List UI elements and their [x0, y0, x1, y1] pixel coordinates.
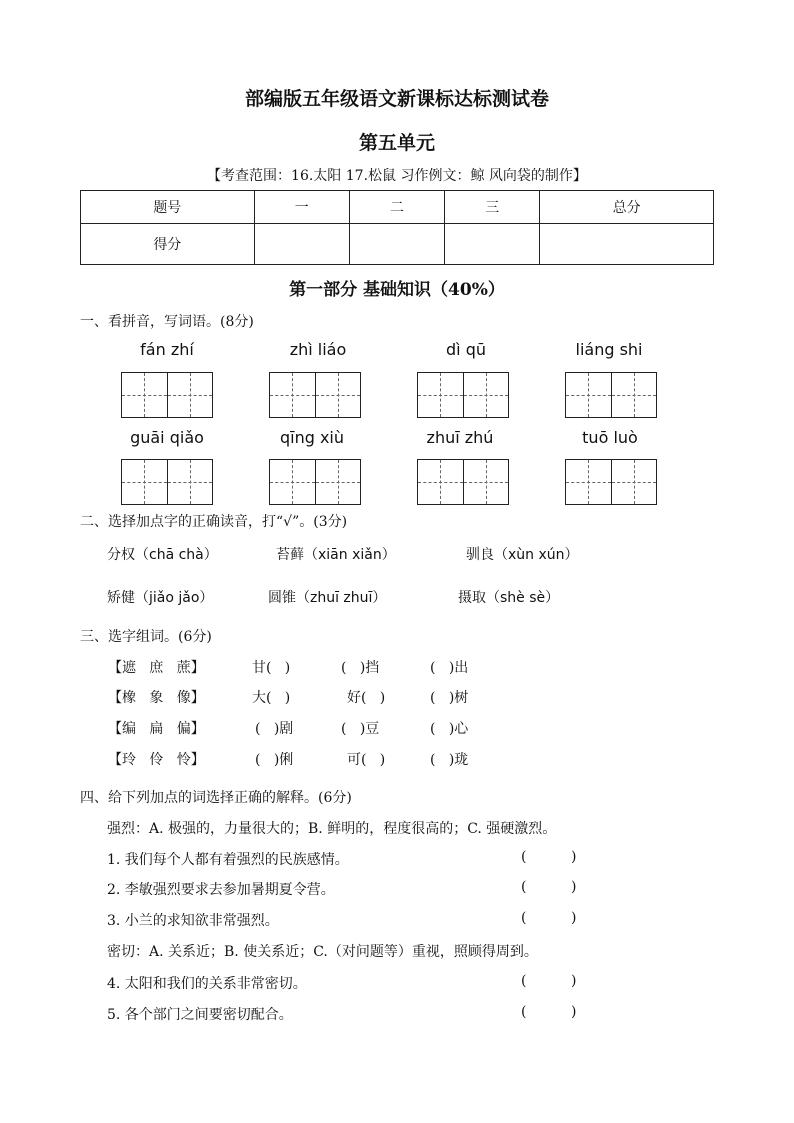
pinyin-label: guāi qiǎo	[130, 428, 204, 447]
question-2-title: 二、选择加点字的正确读音，打“√”。(3分)	[80, 514, 348, 530]
reading-option[interactable]	[458, 587, 559, 607]
score-input-cell[interactable]	[254, 224, 349, 265]
sentence: 4. 太阳和我们的关系非常密切。	[107, 976, 307, 992]
answer-blank[interactable]: ( )	[521, 849, 577, 865]
option-word: 苔藓	[276, 547, 304, 563]
reading-option[interactable]	[107, 544, 218, 564]
score-table	[80, 190, 714, 265]
fill-blank[interactable]: ( )树	[430, 690, 469, 706]
reading-option[interactable]	[466, 544, 579, 564]
fill-blank[interactable]: ( )豆	[341, 721, 380, 737]
question-3-title: 三、选字组词。(6分)	[80, 629, 212, 645]
writing-grid[interactable]	[417, 459, 509, 505]
option-pinyin: （chā chà）	[135, 547, 218, 563]
unit-title: 第五单元	[358, 132, 435, 154]
pinyin-label: liáng shi	[575, 340, 643, 359]
writing-grid[interactable]	[269, 459, 361, 505]
fill-blank[interactable]: ( )珑	[430, 752, 469, 768]
option-word: 矫健	[107, 590, 135, 606]
answer-blank[interactable]: ( )	[521, 879, 577, 895]
fill-blank[interactable]: ( )出	[430, 660, 469, 676]
writing-grid[interactable]	[121, 459, 213, 505]
part-one-title: 第一部分 基础知识（40%）	[289, 280, 505, 300]
option-pinyin: （zhuī zhuī）	[296, 590, 387, 606]
pinyin-label: zhuī zhú	[426, 428, 494, 447]
pinyin-label: qīng xiù	[279, 428, 345, 447]
pinyin-label: fán zhí	[140, 340, 194, 359]
fill-blank[interactable]: ( )挡	[341, 660, 380, 676]
option-pinyin: （shè sè）	[486, 590, 560, 606]
definition-line: 强烈：A. 极强的，力量很大的；B. 鲜明的，程度很高的；C. 强硬激烈。	[107, 821, 557, 837]
writing-grid[interactable]	[565, 459, 657, 505]
option-pinyin: （jiǎo jǎo）	[135, 590, 214, 606]
reading-option[interactable]	[268, 587, 386, 607]
writing-grid[interactable]	[565, 372, 657, 418]
writing-grid[interactable]	[269, 372, 361, 418]
char-group: 【遮 庶 蔗】	[108, 660, 205, 676]
reading-option[interactable]	[107, 587, 213, 607]
reading-option[interactable]	[276, 544, 396, 564]
answer-blank[interactable]: ( )	[521, 1004, 577, 1020]
fill-blank[interactable]: 好( )	[347, 690, 386, 706]
score-cell: 得分	[81, 224, 255, 265]
fill-blank[interactable]: ( )俐	[255, 752, 294, 768]
score-cell: 三	[445, 191, 540, 224]
score-table-score-row	[81, 224, 714, 265]
option-word: 驯良	[466, 547, 494, 563]
score-input-cell[interactable]	[540, 224, 714, 265]
answer-blank[interactable]: ( )	[521, 973, 577, 989]
answer-blank[interactable]: ( )	[521, 910, 577, 926]
fill-blank[interactable]: ( )剧	[255, 721, 294, 737]
pinyin-label: dì qū	[446, 340, 486, 359]
char-group: 【玲 伶 怜】	[108, 752, 205, 768]
sentence: 1. 我们每个人都有着强烈的民族感情。	[107, 852, 349, 868]
sentence: 5. 各个部门之间要密切配合。	[107, 1007, 293, 1023]
score-cell: 题号	[81, 191, 255, 224]
writing-grid[interactable]	[121, 372, 213, 418]
sentence: 3. 小兰的求知欲非常强烈。	[107, 913, 279, 929]
char-group: 【橡 象 像】	[108, 690, 205, 706]
fill-blank[interactable]: 可( )	[347, 752, 386, 768]
option-pinyin: （xiān xiǎn）	[304, 547, 396, 563]
pinyin-label: tuō luò	[582, 428, 638, 447]
question-4-title: 四、给下列加点的词选择正确的解释。(6分)	[80, 790, 352, 806]
writing-grid[interactable]	[417, 372, 509, 418]
exam-scope: 【考查范围：16.太阳 17.松鼠 习作例文：鲸 风向袋的制作】	[207, 168, 587, 184]
score-cell: 总分	[540, 191, 714, 224]
fill-blank[interactable]: ( )心	[430, 721, 469, 737]
option-word: 分权	[107, 547, 135, 563]
score-input-cell[interactable]	[349, 224, 444, 265]
question-1-title: 一、看拼音，写词语。(8分)	[80, 314, 254, 330]
fill-blank[interactable]: 甘( )	[252, 660, 291, 676]
page-title: 部编版五年级语文新课标达标测试卷	[244, 88, 549, 110]
definition-line: 密切：A. 关系近；B. 使关系近；C.（对问题等）重视，照顾得周到。	[107, 944, 538, 960]
score-cell: 二	[349, 191, 444, 224]
sentence: 2. 李敏强烈要求去参加暑期夏令营。	[107, 882, 335, 898]
option-word: 圆锥	[268, 590, 296, 606]
option-pinyin: （xùn xún）	[494, 547, 579, 563]
score-cell: 一	[254, 191, 349, 224]
char-group: 【编 扁 偏】	[108, 721, 205, 737]
score-input-cell[interactable]	[445, 224, 540, 265]
score-table-header-row	[81, 191, 714, 224]
pinyin-label: zhì liáo	[289, 340, 347, 359]
fill-blank[interactable]: 大( )	[252, 690, 291, 706]
option-word: 摄取	[458, 590, 486, 606]
